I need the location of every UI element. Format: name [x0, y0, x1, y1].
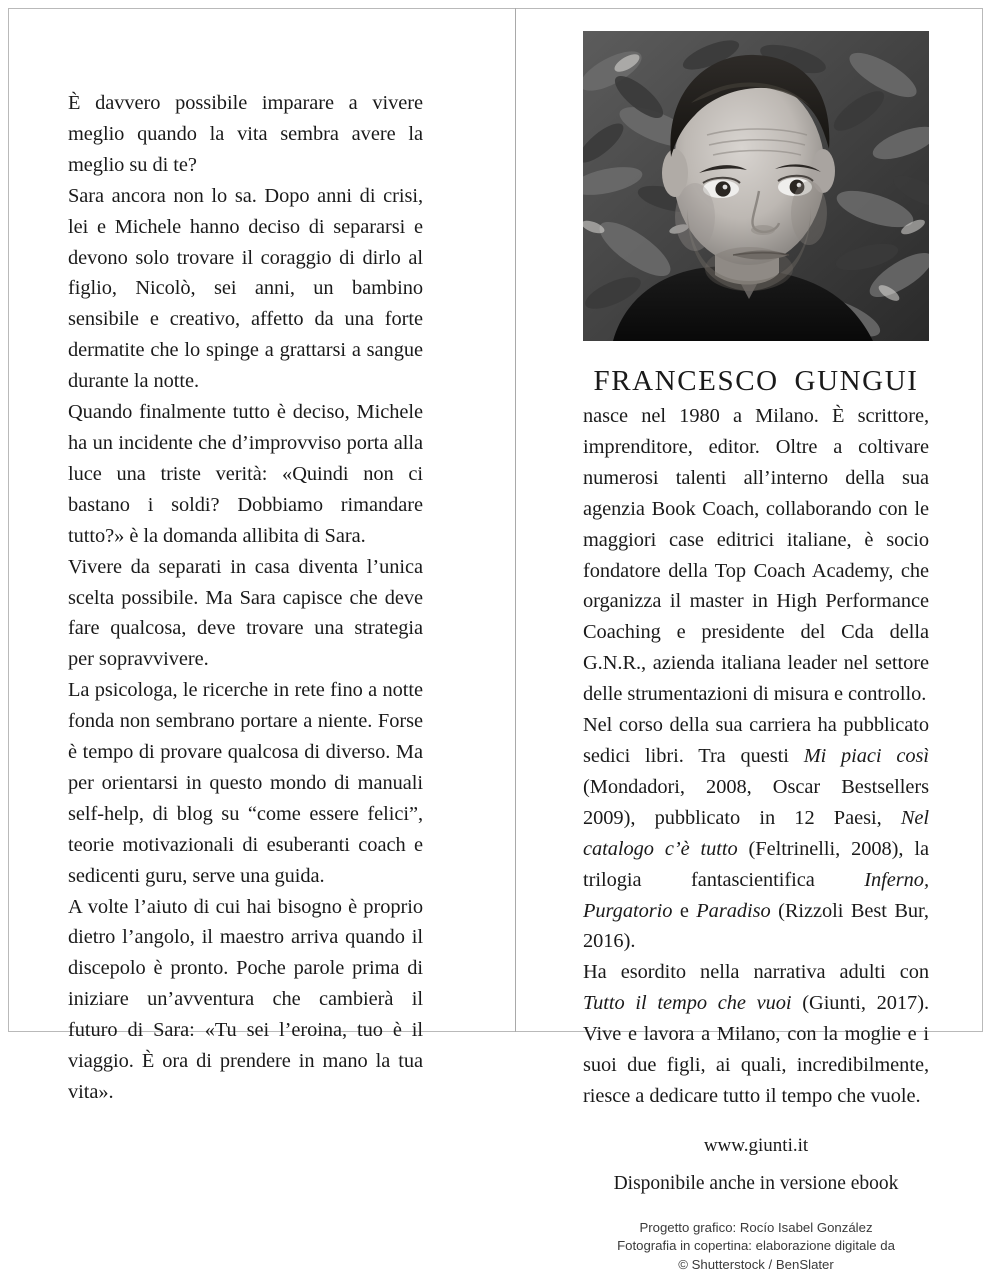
blurb-paragraph: La psicologa, le ricerche in rete fino a notte fonda non sembrano portare a niente. Forse è tempo di provare qualcosa di diverso. Ma per orientarsi in questo mondo di manuali self-help, di blog su “come essere felici”, teorie motivazionali di esuberanti coach e sedicenti guru, serve una guida.	[68, 679, 423, 887]
blurb-paragraph: Quando finalmente tutto è deciso, Michele ha un incidente che d’improvviso porta alla luce una triste verità: «Quindi non ci bastano i soldi? Dobbiamo rimandare tutto?» è la domanda allibita di Sara.	[68, 401, 423, 547]
credit-line: Fotografia in copertina: elaborazione digitale da	[617, 1238, 895, 1254]
biblio-mid-3: e	[672, 899, 697, 922]
left-flap-blurb	[68, 88, 423, 1108]
blurb-paragraph: Vivere da separati in casa diventa l’unica scelta possibile. Ma Sara capisce che deve fare qualcosa, deve trovare una strategia per sopravvivere.	[68, 555, 423, 671]
biblio-lead: Nel corso della sua carriera ha pubblicato sedici libri. Tra questi	[583, 714, 929, 767]
credit-line: Progetto grafico: Rocío Isabel González	[639, 1219, 873, 1235]
debut-book-title: Tutto il tempo che vuoi	[583, 992, 792, 1015]
author-bio-intro: nasce nel 1980 a Milano. È scrittore, imprenditore, editor. Oltre a coltivare numerosi talenti all’interno della sua agenzia Book Coach, collaborando con le maggiori case editrici italiane, è socio fondatore della Top Coach Academy, che organizza il master in High Performance Coaching e presidente del Cda della G.N.R., azienda italiana leader nel settore delle strumentazioni di misura e controllo.	[583, 405, 929, 706]
debut-tail: (Giunti, 2017). Vive e lavora a Milano, con la moglie e i suoi due figli, ai quali, incredibilmente, riesce a dedicare tutto il tempo che vuole.	[583, 992, 929, 1107]
author-debut-note	[583, 957, 929, 1112]
flap-divider	[515, 8, 516, 1032]
production-credits	[583, 1197, 929, 1274]
credit-line: © Shutterstock / BenSlater	[678, 1256, 834, 1272]
biblio-mid-2: (Feltrinelli, 2008), la trilogia fantascientifica	[583, 837, 929, 891]
ebook-availability-note: Disponibile anche in versione ebook	[613, 1172, 899, 1194]
author-name: FRANCESCO GUNGUI	[593, 365, 919, 397]
publisher-website[interactable]: www.giunti.it	[703, 1134, 809, 1156]
book-title-4: Paradiso	[696, 899, 771, 922]
author-photo	[583, 31, 929, 341]
debut-lead: Ha esordito nella narrativa adulti con	[583, 961, 929, 984]
book-title-1: Mi piaci così	[803, 744, 929, 767]
biblio-tail: (Rizzoli Best Bur, 2016).	[583, 899, 929, 953]
author-portrait-illustration	[583, 31, 929, 341]
book-title-3: Inferno, Purgatorio	[583, 868, 929, 922]
right-flap-author	[583, 31, 929, 1274]
blurb-paragraph: A volte l’aiuto di cui hai bisogno è proprio dietro l’angolo, il maestro arriva quando il discepolo è pronto. Poche parole prima di iniziare un’avventura che cambierà il futuro di Sara: «Tu sei l’eroina, tuo è il viaggio. È ora di prendere in mano la tua vita».	[68, 895, 423, 1103]
biblio-mid-1: (Mondadori, 2008, Oscar Bestsellers 2009), pubblicato in 12 Paesi,	[583, 775, 929, 829]
author-bibliography	[583, 710, 929, 957]
blurb-paragraph: Sara ancora non lo sa. Dopo anni di crisi, lei e Michele hanno deciso di separarsi e devono solo trovare il coraggio di dirlo al figlio, Nicolò, sei anni, un bambino sensibile e creativo, affetto da una forte dermatite che lo spinge a grattarsi a sangue durante la notte.	[68, 184, 423, 393]
book-title-2: Nel catalogo c’è tutto	[583, 806, 929, 860]
blurb-paragraph: È davvero possibile imparare a vivere meglio quando la vita sembra avere la meglio su di te?	[68, 92, 423, 176]
